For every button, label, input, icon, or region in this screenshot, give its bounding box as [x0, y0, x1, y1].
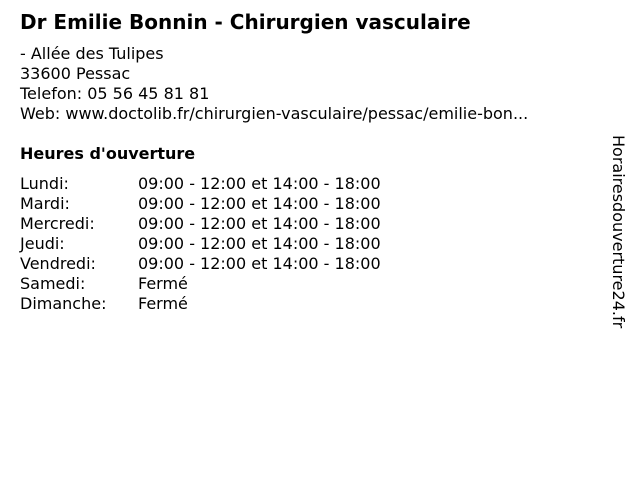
day-label: Mercredi:	[20, 214, 95, 233]
hours-row-thursday	[20, 234, 381, 254]
day-hours: 09:00 - 12:00 et 14:00 - 18:00	[138, 194, 381, 213]
hours-row-sunday	[20, 294, 381, 314]
hours-row-tuesday	[20, 194, 381, 214]
day-hours: 09:00 - 12:00 et 14:00 - 18:00	[138, 254, 381, 273]
day-label: Jeudi:	[20, 234, 65, 253]
day-hours: Fermé	[138, 294, 188, 313]
day-label: Lundi:	[20, 174, 69, 193]
site-watermark: Horairesdouverture24.fr	[609, 135, 628, 329]
day-label: Mardi:	[20, 194, 70, 213]
day-label: Samedi:	[20, 274, 86, 293]
street-address: - Allée des Tulipes	[20, 44, 164, 63]
hours-row-saturday	[20, 274, 381, 294]
day-label: Vendredi:	[20, 254, 96, 273]
listing-title: Dr Emilie Bonnin - Chirurgien vasculaire	[20, 10, 471, 34]
website-link[interactable]: Web: www.doctolib.fr/chirurgien-vasculaire/pessac/emilie-bon...	[20, 104, 529, 123]
phone-number: Telefon: 05 56 45 81 81	[20, 84, 210, 103]
hours-row-wednesday	[20, 214, 381, 234]
hours-row-friday	[20, 254, 381, 274]
address-block	[20, 44, 528, 124]
hours-table	[20, 174, 381, 314]
day-hours: 09:00 - 12:00 et 14:00 - 18:00	[138, 234, 381, 253]
city-postal: 33600 Pessac	[20, 64, 131, 83]
day-hours: 09:00 - 12:00 et 14:00 - 18:00	[138, 174, 381, 193]
hours-row-monday	[20, 174, 381, 194]
day-label: Dimanche:	[20, 294, 107, 313]
hours-heading: Heures d'ouverture	[20, 144, 196, 163]
day-hours: 09:00 - 12:00 et 14:00 - 18:00	[138, 214, 381, 233]
day-hours: Fermé	[138, 274, 188, 293]
